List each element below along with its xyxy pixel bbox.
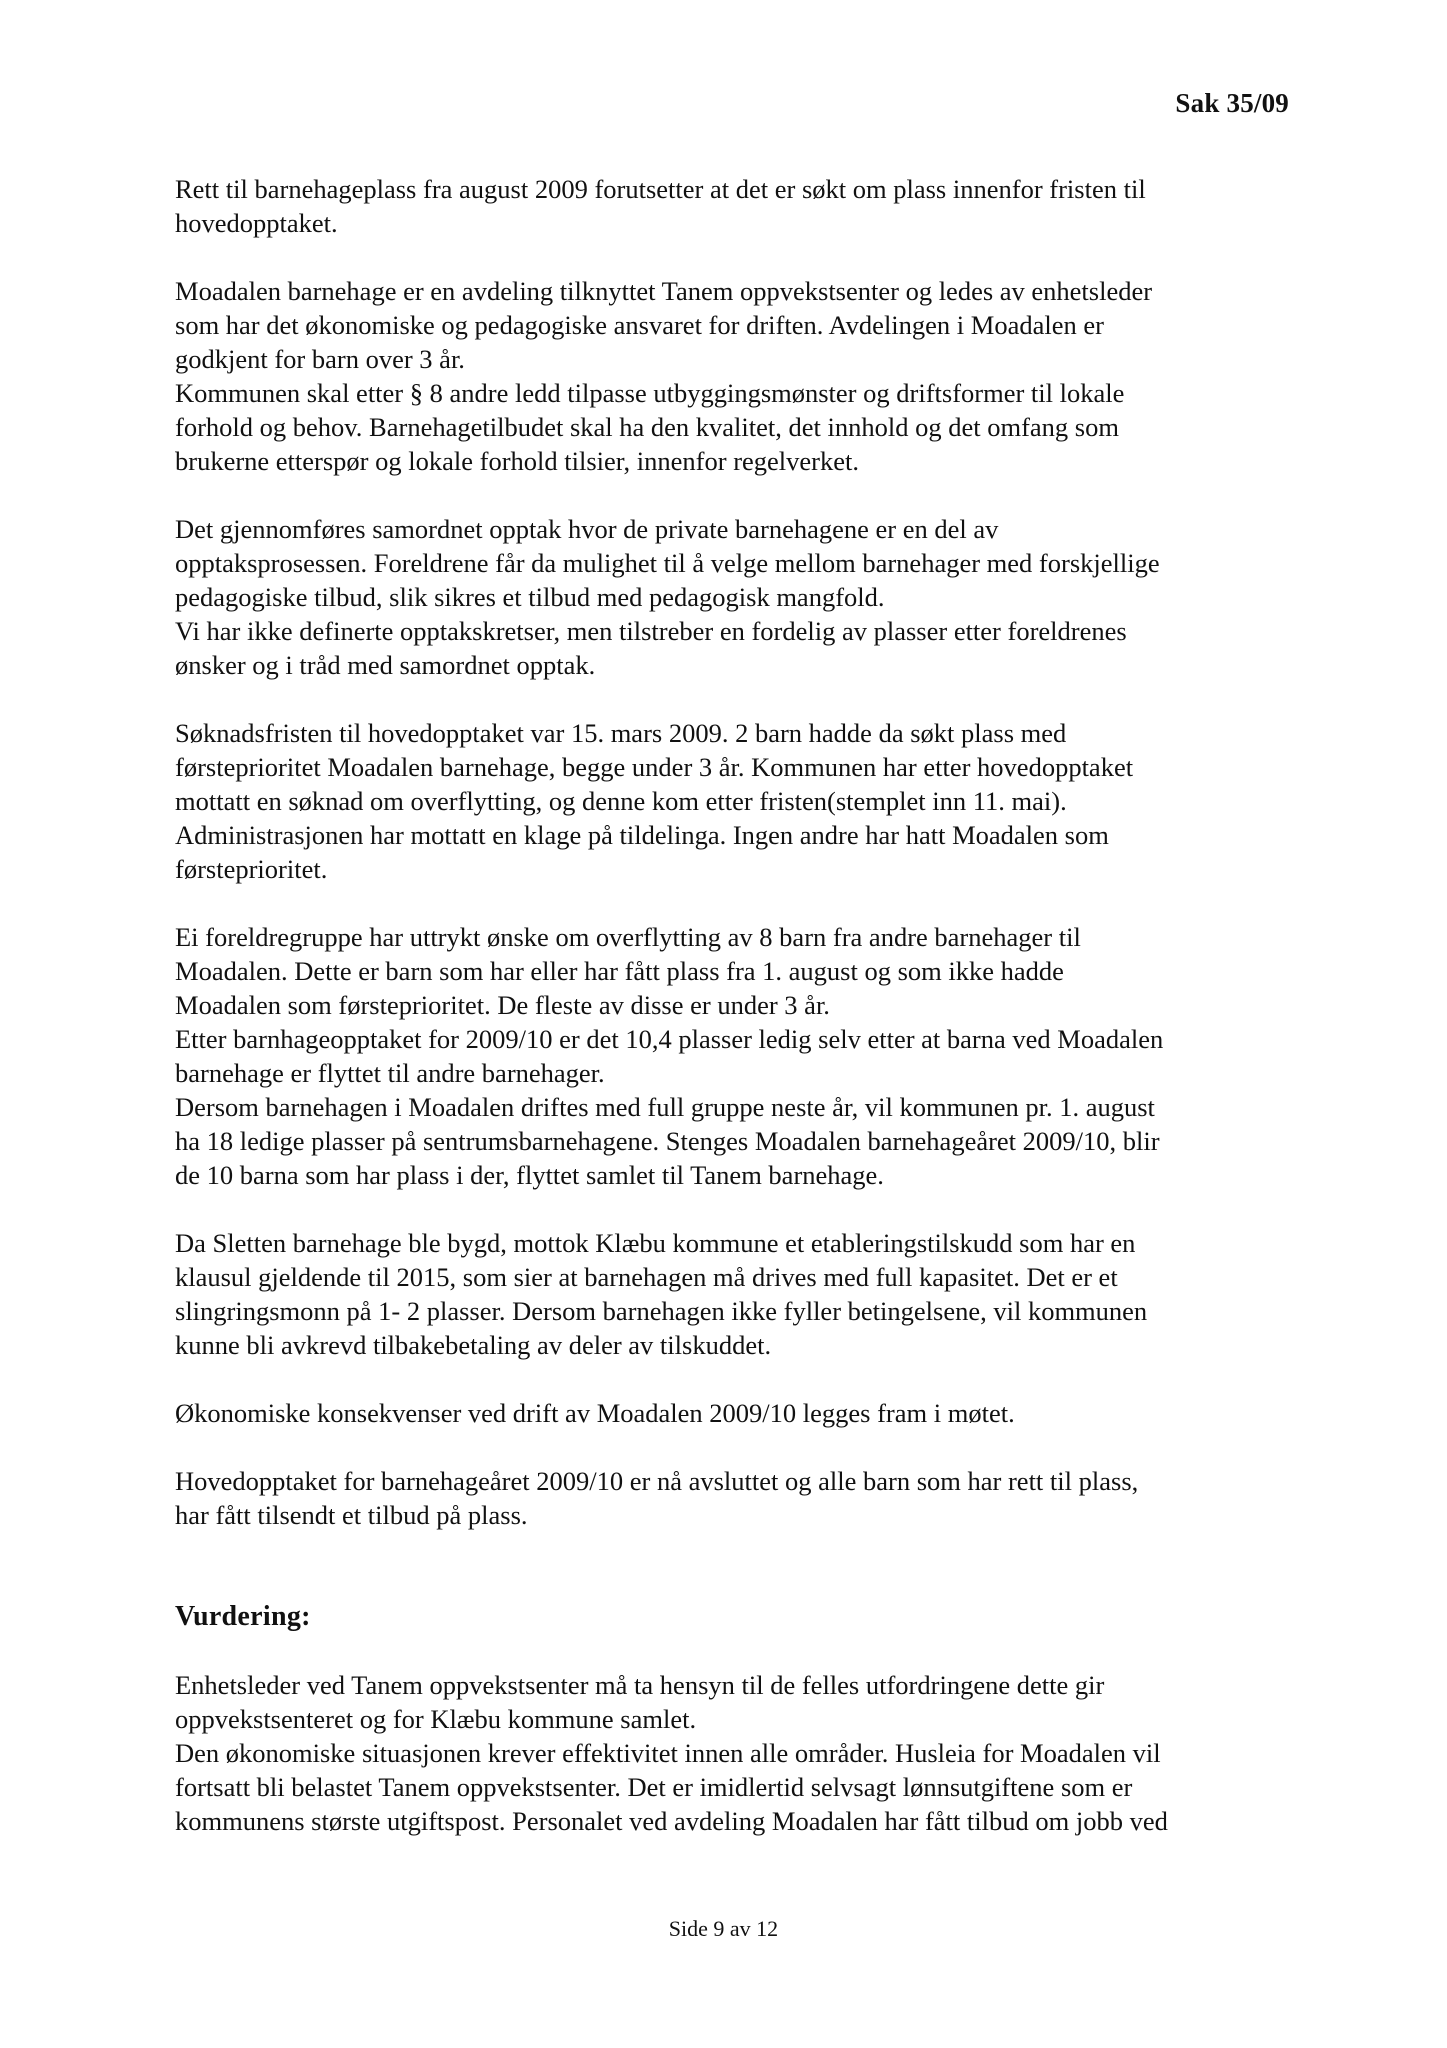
paragraph bbox=[175, 512, 1287, 682]
text-line: hovedopptaket. bbox=[175, 208, 338, 238]
text-line: Enhetsleder ved Tanem oppvekstsenter må ta hensyn til de felles utfordringene dette gir bbox=[175, 1670, 1105, 1700]
case-number: Sak 35/09 bbox=[1175, 88, 1289, 118]
text-line: de 10 barna som har plass i der, flyttet samlet til Tanem barnehage. bbox=[175, 1160, 884, 1190]
text-line: Administrasjonen har mottatt en klage på tildelinga. Ingen andre har hatt Moadalen som bbox=[175, 820, 1109, 850]
paragraph bbox=[175, 920, 1287, 1192]
text-line: pedagogiske tilbud, slik sikres et tilbud med pedagogisk mangfold. bbox=[175, 582, 885, 612]
text-line: ha 18 ledige plasser på sentrumsbarnehagene. Stenges Moadalen barnehageåret 2009/10, blir bbox=[175, 1126, 1160, 1156]
page-footer: Side 9 av 12 bbox=[668, 1916, 779, 1941]
text-line: Etter barnhageopptaket for 2009/10 er det 10,4 plasser ledig selv etter at barna ved Moadalen bbox=[175, 1024, 1164, 1054]
text-line: opptaksprosessen. Foreldrene får da mulighet til å velge mellom barnehager med forskjellige bbox=[175, 548, 1160, 578]
text-line: slingringsmonn på 1- 2 plasser. Dersom barnehagen ikke fyller betingelsene, vil kommunen bbox=[175, 1296, 1148, 1326]
text-line: Ei foreldregruppe har uttrykt ønske om overflytting av 8 barn fra andre barnehager til bbox=[175, 922, 1081, 952]
paragraph bbox=[175, 1396, 1287, 1430]
paragraph bbox=[175, 716, 1287, 886]
paragraph bbox=[175, 274, 1287, 478]
paragraph bbox=[175, 1464, 1287, 1532]
text-line: Moadalen som førsteprioritet. De fleste av disse er under 3 år. bbox=[175, 990, 830, 1020]
text-line: fortsatt bli belastet Tanem oppvekstsenter. Det er imidlertid selvsagt lønnsutgiftene som er bbox=[175, 1772, 1133, 1802]
text-line: Da Sletten barnehage ble bygd, mottok Klæbu kommune et etableringstilskudd som har en bbox=[175, 1228, 1136, 1258]
text-line: klausul gjeldende til 2015, som sier at barnehagen må drives med full kapasitet. Det er et bbox=[175, 1262, 1118, 1292]
text-line: Kommunen skal etter § 8 andre ledd tilpasse utbyggingsmønster og driftsformer til lokale bbox=[175, 378, 1125, 408]
text-line: førsteprioritet Moadalen barnehage, begge under 3 år. Kommunen har etter hovedopptaket bbox=[175, 752, 1134, 782]
section-heading-vurdering: Vurdering: bbox=[175, 1601, 311, 1632]
text-line: mottatt en søknad om overflytting, og denne kom etter fristen(stemplet inn 11. mai). bbox=[175, 786, 1067, 816]
text-line: oppvekstsenteret og for Klæbu kommune samlet. bbox=[175, 1704, 697, 1734]
text-line: førsteprioritet. bbox=[175, 854, 328, 884]
text-line: kunne bli avkrevd tilbakebetaling av deler av tilskuddet. bbox=[175, 1330, 772, 1360]
text-line: Vi har ikke definerte opptakskretser, men tilstreber en fordelig av plasser etter foreldrenes bbox=[175, 616, 1127, 646]
text-line: Moadalen barnehage er en avdeling tilknyttet Tanem oppvekstsenter og ledes av enhetsleder bbox=[175, 276, 1153, 306]
text-line: har fått tilsendt et tilbud på plass. bbox=[175, 1500, 528, 1530]
text-line: barnehage er flyttet til andre barnehager. bbox=[175, 1058, 605, 1088]
text-line: brukerne etterspør og lokale forhold tilsier, innenfor regelverket. bbox=[175, 446, 860, 476]
text-line: forhold og behov. Barnehagetilbudet skal ha den kvalitet, det innhold og det omfang som bbox=[175, 412, 1119, 442]
paragraph bbox=[175, 1668, 1287, 1838]
text-line: som har det økonomiske og pedagogiske ansvaret for driften. Avdelingen i Moadalen er bbox=[175, 310, 1104, 340]
text-line: Hovedopptaket for barnehageåret 2009/10 er nå avsluttet og alle barn som har rett til plass, bbox=[175, 1466, 1139, 1496]
text-line: kommunens største utgiftspost. Personalet ved avdeling Moadalen har fått tilbud om jobb ved bbox=[175, 1806, 1168, 1836]
text-line: Det gjennomføres samordnet opptak hvor de private barnehagene er en del av bbox=[175, 514, 999, 544]
text-line: Økonomiske konsekvenser ved drift av Moadalen 2009/10 legges fram i møtet. bbox=[175, 1398, 1015, 1428]
text-line: Søknadsfristen til hovedopptaket var 15. mars 2009. 2 barn hadde da søkt plass med bbox=[175, 718, 1067, 748]
body-section-background bbox=[175, 172, 1287, 1532]
document-body bbox=[175, 172, 1287, 1872]
text-line: Den økonomiske situasjonen krever effektivitet innen alle områder. Husleia for Moadalen vil bbox=[175, 1738, 1161, 1768]
text-line: ønsker og i tråd med samordnet opptak. bbox=[175, 650, 596, 680]
paragraph bbox=[175, 1226, 1287, 1362]
paragraph bbox=[175, 172, 1287, 240]
text-line: Moadalen. Dette er barn som har eller har fått plass fra 1. august og som ikke hadde bbox=[175, 956, 1064, 986]
body-section-assessment bbox=[175, 1668, 1287, 1838]
text-line: Rett til barnehageplass fra august 2009 forutsetter at det er søkt om plass innenfor fristen til bbox=[175, 174, 1146, 204]
text-line: godkjent for barn over 3 år. bbox=[175, 344, 465, 374]
text-line: Dersom barnehagen i Moadalen driftes med full gruppe neste år, vil kommunen pr. 1. august bbox=[175, 1092, 1155, 1122]
